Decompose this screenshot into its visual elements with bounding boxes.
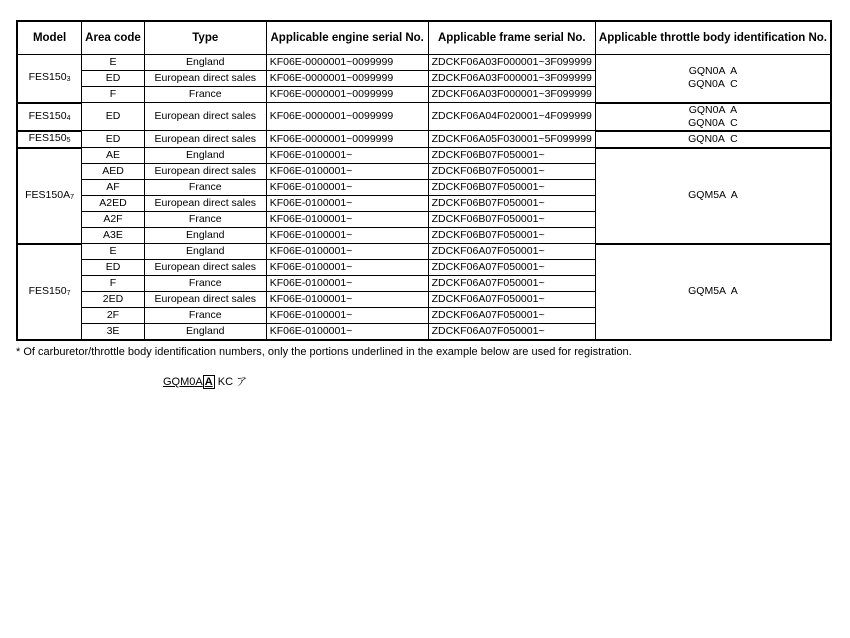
frame-serial-cell: ZDCKF06B07F050001~ [428,180,595,196]
type-cell: France [144,308,266,324]
frame-serial-cell: ZDCKF06A07F050001~ [428,260,595,276]
type-cell: France [144,180,266,196]
engine-serial-cell: KF06E-0100001~ [266,196,428,212]
model-cell [17,148,82,244]
model-name: FES150 [28,284,67,297]
model-cell [17,244,82,341]
engine-serial-cell: KF06E-0100001~ [266,148,428,164]
area-code-cell: E [82,244,145,260]
throttle-id-cell [595,55,831,103]
type-cell: European direct sales [144,260,266,276]
engine-serial-cell: KF06E-0100001~ [266,276,428,292]
example-underlined-code: GQM0A [163,376,203,388]
frame-serial-cell: ZDCKF06A03F000001~3F099999 [428,71,595,87]
registration-note: * Of carburetor/throttle body identification numbers, only the portions underlined in the example below are used for registration. [16,346,632,358]
table-row [17,244,831,260]
table-row [17,103,831,131]
engine-serial-cell: KF06E-0000001~0099999 [266,103,428,131]
table-body [17,55,831,341]
model-year-sub: 7 [66,289,71,297]
frame-serial-cell: ZDCKF06A03F000001~3F099999 [428,87,595,103]
identification-example [163,373,247,389]
type-cell: England [144,324,266,341]
throttle-id: GQM5A A [688,285,738,298]
engine-serial-cell: KF06E-0000001~0099999 [266,87,428,103]
type-cell: England [144,244,266,260]
area-code-cell: E [82,55,145,71]
frame-serial-cell: ZDCKF06B07F050001~ [428,148,595,164]
model-year-sub: 7 [70,193,74,201]
area-code-cell: ED [82,71,145,87]
table-row [17,148,831,164]
header-engine-serial: Applicable engine serial No. [266,21,428,55]
type-cell: France [144,212,266,228]
example-suffix: KC [217,376,234,388]
throttle-id-cell [595,244,831,341]
engine-serial-cell: KF06E-0000001~0099999 [266,131,428,148]
example-katakana: ア [236,376,248,388]
type-cell: England [144,228,266,244]
frame-serial-cell: ZDCKF06B07F050001~ [428,212,595,228]
model-name: FES150 [28,109,67,122]
header-type: Type [144,21,266,55]
area-code-cell: ED [82,131,145,148]
throttle-id-cell [595,131,831,148]
area-code-cell: 3E [82,324,145,341]
area-code-cell: A2F [82,212,145,228]
area-code-cell: AF [82,180,145,196]
area-code-cell: AED [82,164,145,180]
header-throttle-id: Applicable throttle body identification No. [595,21,831,55]
area-code-cell: F [82,276,145,292]
type-cell: England [144,55,266,71]
engine-serial-cell: KF06E-0100001~ [266,212,428,228]
type-cell: European direct sales [144,103,266,131]
model-year-sub: 4 [66,114,71,122]
frame-serial-cell: ZDCKF06A07F050001~ [428,324,595,341]
header-model: Model [17,21,82,55]
engine-serial-cell: KF06E-0100001~ [266,244,428,260]
model-cell [17,55,82,103]
engine-serial-cell: KF06E-0100001~ [266,324,428,341]
type-cell: European direct sales [144,131,266,148]
serial-number-table [16,20,832,341]
frame-serial-cell: ZDCKF06B07F050001~ [428,228,595,244]
model-cell [17,103,82,131]
engine-serial-cell: KF06E-0100001~ [266,308,428,324]
type-cell: European direct sales [144,164,266,180]
table-row [17,55,831,71]
area-code-cell: A3E [82,228,145,244]
table-row [17,131,831,148]
throttle-id: GQN0A A [688,65,738,78]
throttle-id-cell [595,148,831,244]
model-cell [17,131,82,148]
type-cell: European direct sales [144,196,266,212]
type-cell: England [144,148,266,164]
frame-serial-cell: ZDCKF06A04F020001~4F099999 [428,103,595,131]
throttle-id: GQN0A A [688,103,738,116]
engine-serial-cell: KF06E-0100001~ [266,228,428,244]
area-code-cell: AE [82,148,145,164]
throttle-id-cell [595,103,831,131]
header-area-code: Area code [82,21,145,55]
header-frame-serial: Applicable frame serial No. [428,21,595,55]
model-name: FES150A [25,188,71,201]
example-boxed-letter: A [204,376,213,388]
frame-serial-cell: ZDCKF06B07F050001~ [428,196,595,212]
table-header-row [17,21,831,55]
engine-serial-cell: KF06E-0100001~ [266,260,428,276]
throttle-id: GQM5A A [688,189,738,201]
frame-serial-cell: ZDCKF06A07F050001~ [428,276,595,292]
frame-serial-cell: ZDCKF06A03F000001~3F099999 [428,55,595,71]
engine-serial-cell: KF06E-0000001~0099999 [266,71,428,87]
model-name: FES150 [28,71,67,84]
type-cell: European direct sales [144,71,266,87]
throttle-id: GQN0A C [688,78,738,91]
model-year-sub: 5 [66,137,71,144]
throttle-id: GQN0A C [688,132,738,145]
frame-serial-cell: ZDCKF06A07F050001~ [428,308,595,324]
frame-serial-cell: ZDCKF06B07F050001~ [428,164,595,180]
engine-serial-cell: KF06E-0000001~0099999 [266,55,428,71]
area-code-cell: ED [82,103,145,131]
area-code-cell: ED [82,260,145,276]
area-code-cell: 2F [82,308,145,324]
type-cell: France [144,276,266,292]
frame-serial-cell: ZDCKF06A07F050001~ [428,292,595,308]
type-cell: European direct sales [144,292,266,308]
type-cell: France [144,87,266,103]
model-year-sub: 3 [66,76,71,84]
engine-serial-cell: KF06E-0100001~ [266,180,428,196]
area-code-cell: F [82,87,145,103]
throttle-id: GQN0A C [688,116,738,129]
engine-serial-cell: KF06E-0100001~ [266,292,428,308]
engine-serial-cell: KF06E-0100001~ [266,164,428,180]
frame-serial-cell: ZDCKF06A07F050001~ [428,244,595,260]
area-code-cell: A2ED [82,196,145,212]
model-name: FES150 [28,132,67,144]
area-code-cell: 2ED [82,292,145,308]
frame-serial-cell: ZDCKF06A05F030001~5F099999 [428,131,595,148]
